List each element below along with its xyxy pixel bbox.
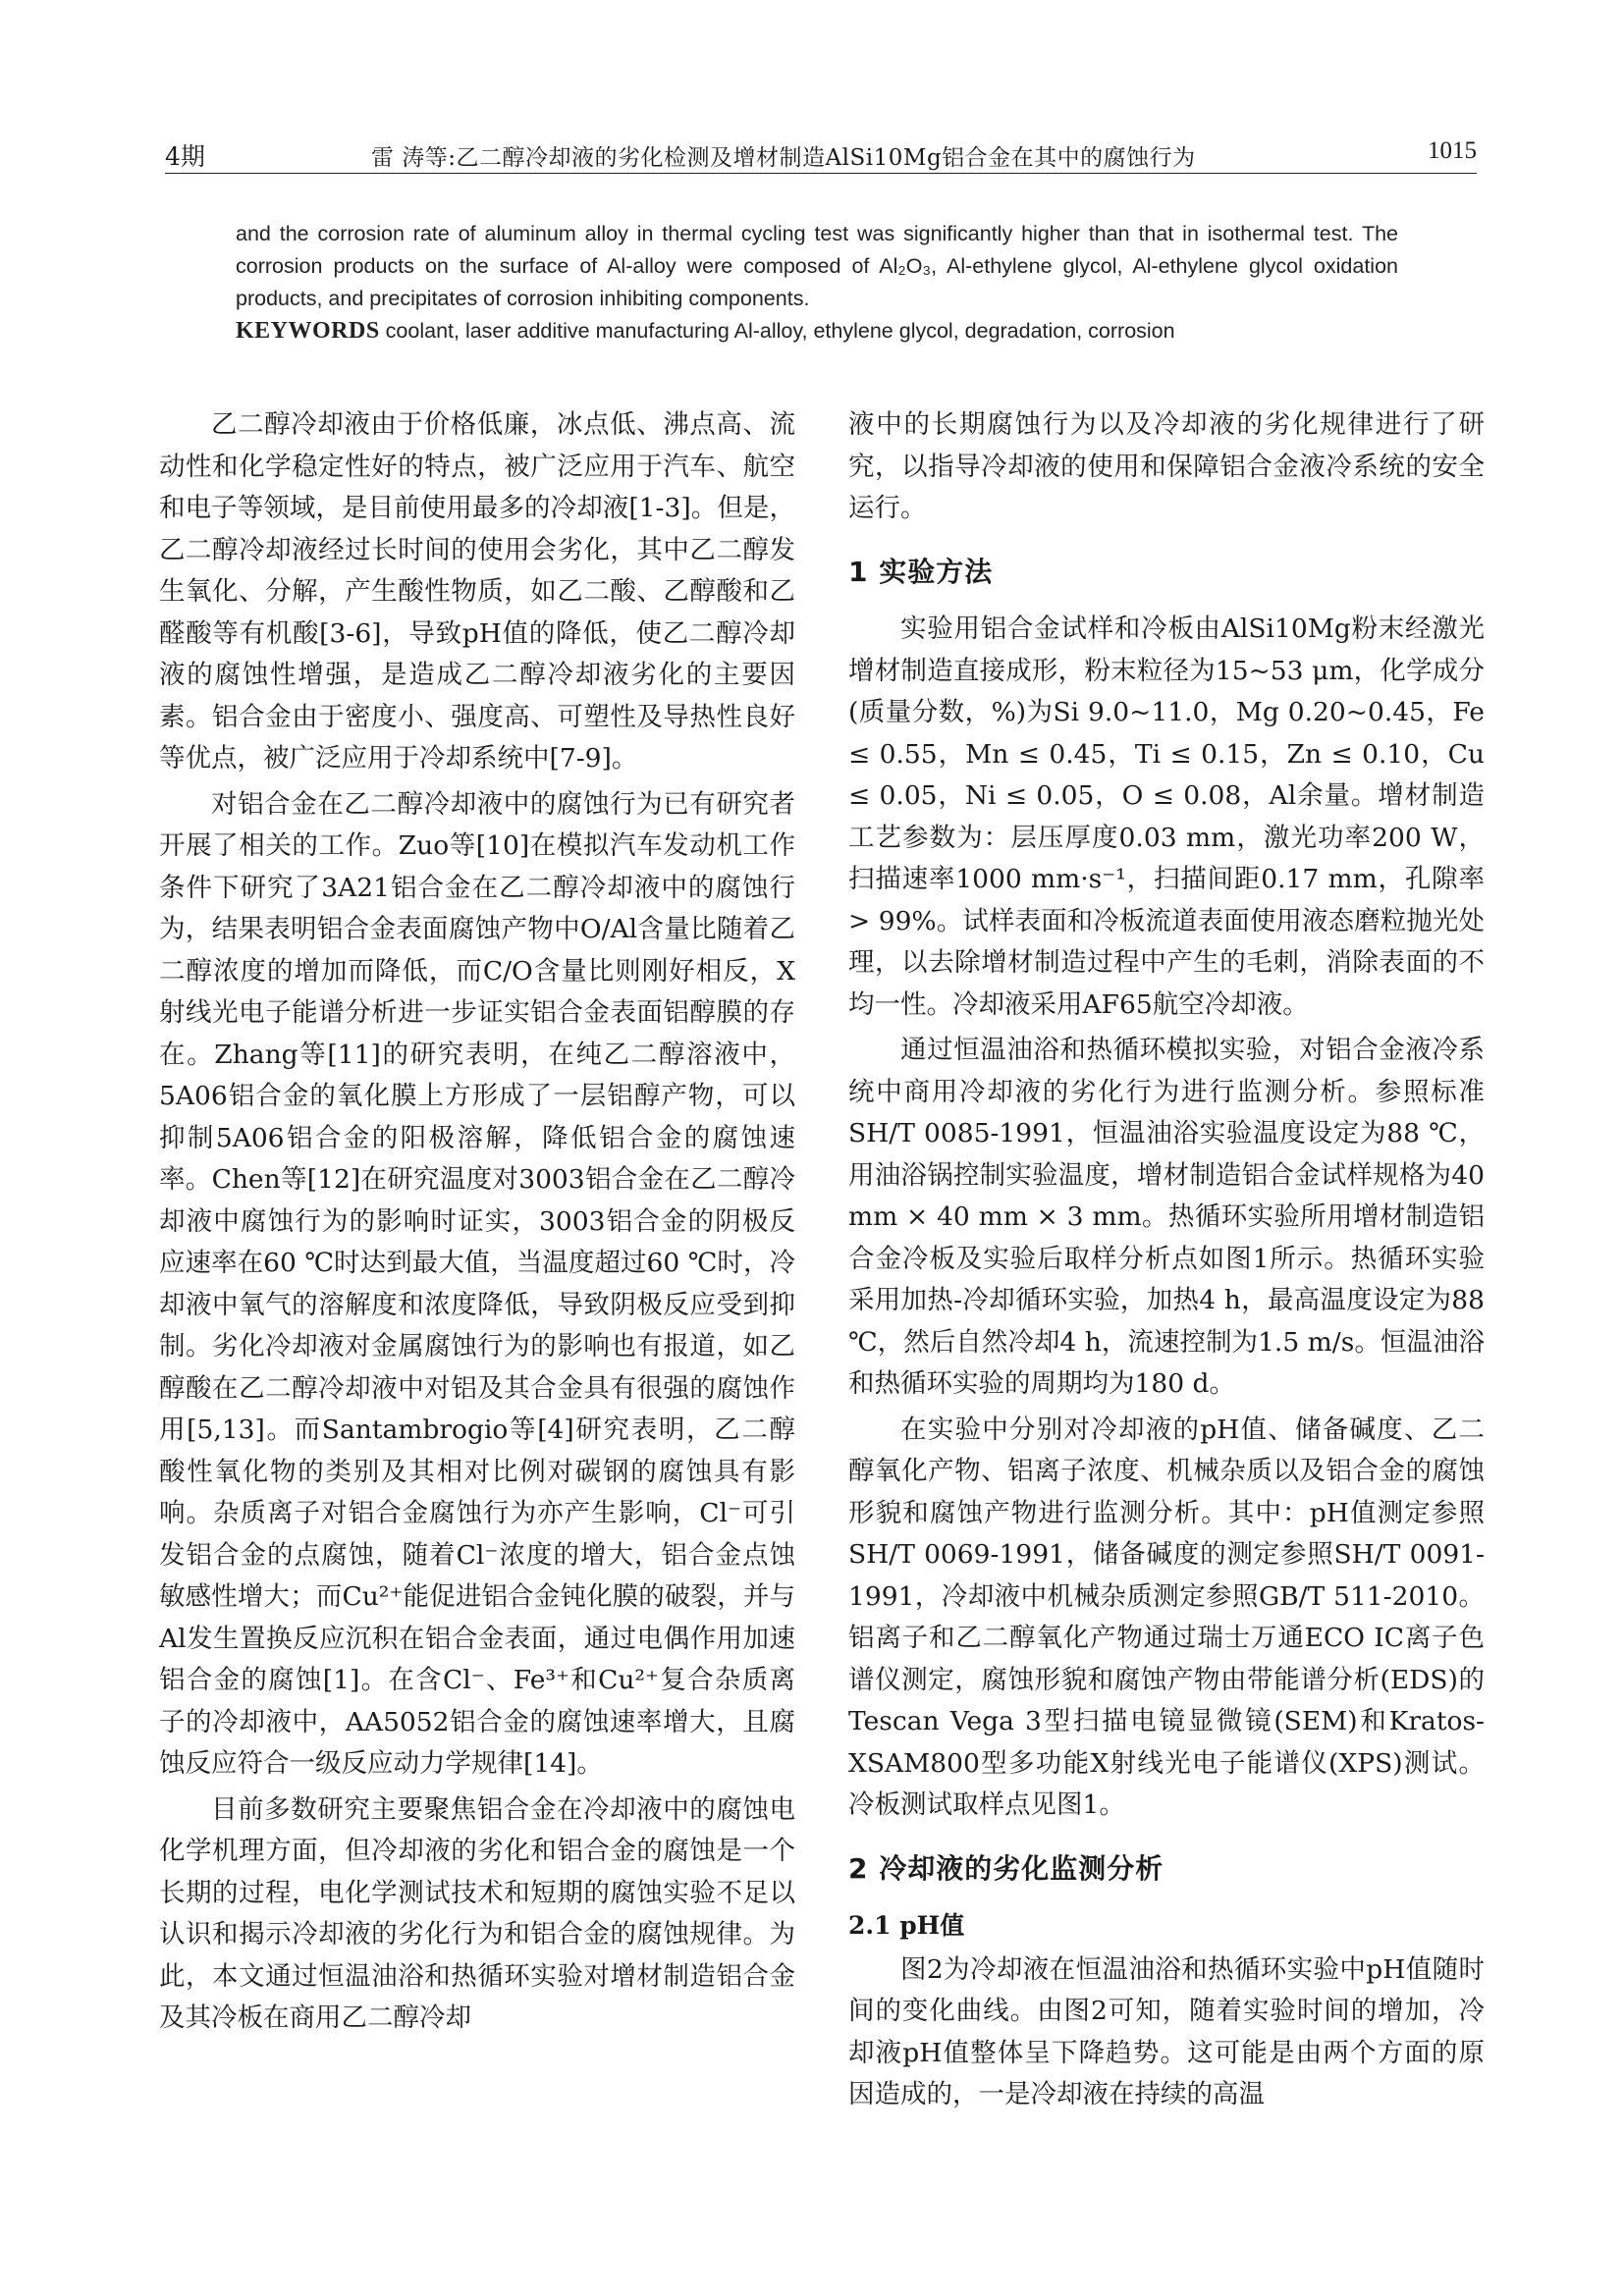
keywords-text: coolant, laser additive manufacturing Al-alloy, ethylene glycol, degradation, corrosion (385, 319, 1175, 343)
methods-paragraph-1: 实验用铝合金试样和冷板由AlSi10Mg粉末经激光增材制造直接成形，粉末粒径为15~53 μm，化学成分(质量分数，%)为Si 9.0~11.0，Mg 0.20~0.45，Fe ≤ 0.55，Mn ≤ 0.45，Ti ≤ 0.15，Zn ≤ 0.10，Cu ≤ 0.05，Ni ≤ 0.05，O ≤ 0.08，Al余量。增材制造工艺参数为：层压厚度0.03 mm，激光功率200 W，扫描速率1000 mm·s⁻¹，扫描间距0.17 mm，孔隙率> 99%。试样表面和冷板流道表面使用液态磨粒抛光处理，以去除增材制造过程中产生的毛刺，消除表面的不均一性。冷却液采用AF65航空冷却液。 (848, 614, 1485, 1020)
keywords-line (236, 315, 1398, 347)
section-1-heading: 1 实验方法 (848, 555, 994, 588)
section-2-1-heading: 2.1 pH值 (848, 1911, 965, 1940)
running-title: 雷 涛等:乙二醇冷却液的劣化检测及增材制造AlSi10Mg铝合金在其中的腐蚀行为 (371, 145, 1196, 171)
ph-paragraph: 图2为冷却液在恒温油浴和热循环实验中pH值随时间的变化曲线。由图2可知，随着实验时间的增加，冷却液pH值整体呈下降趋势。这可能是由两个方面的原因造成的，一是冷却液在持续的高温 (848, 1953, 1485, 2109)
left-column (159, 404, 795, 2040)
intro-continuation: 液中的长期腐蚀行为以及冷却液的劣化规律进行了研究，以指导冷却液的使用和保障铝合金液冷系统的安全运行。 (848, 409, 1485, 523)
running-head (165, 133, 1477, 174)
intro-paragraph-2: 对铝合金在乙二醇冷却液中的腐蚀行为已有研究者开展了相关的工作。Zuo等[10]在模拟汽车发动机工作条件下研究了3A21铝合金在乙二醇冷却液中的腐蚀行为，结果表明铝合金表面腐蚀产物中O/Al含量比随着乙二醇浓度的增加而降低，而C/O含量比则刚好相反，X射线光电子能谱分析进一步证实铝合金表面铝醇膜的存在。Zhang等[11]的研究表明，在纯乙二醇溶液中，5A06铝合金的氧化膜上方形成了一层铝醇产物，可以抑制5A06铝合金的阳极溶解，降低铝合金的腐蚀速率。Chen等[12]在研究温度对3003铝合金在乙二醇冷却液中腐蚀行为的影响时证实，3003铝合金的阴极反应速率在60 ℃时达到最大值，当温度超过60 ℃时，冷却液中氧气的溶解度和浓度降低，导致阴极反应受到抑制。劣化冷却液对金属腐蚀行为的影响也有报道，如乙醇酸在乙二醇冷却液中对铝及其合金具有很强的腐蚀作用[5,13]。而Santambrogio等[4]研究表明，乙二醇酸性氧化物的类别及其相对比例对碳钢的腐蚀具有影响。杂质离子对铝合金腐蚀行为亦产生影响，Cl⁻可引发铝合金的点腐蚀，随着Cl⁻浓度的增大，铝合金点蚀敏感性增大；而Cu²⁺能促进铝合金钝化膜的破裂，并与Al发生置换反应沉积在铝合金表面，通过电偶作用加速铝合金的腐蚀[1]。在含Cl⁻、Fe³⁺和Cu²⁺复合杂质离子的冷却液中，AA5052铝合金的腐蚀速率增大，且腐蚀反应符合一级反应动力学规律[14]。 (159, 788, 795, 1779)
issue-number: 4期 (165, 142, 205, 171)
intro-paragraph-1: 乙二醇冷却液由于价格低廉，冰点低、沸点高、流动性和化学稳定性好的特点，被广泛应用于汽车、航空和电子等领域，是目前使用最多的冷却液[1-3]。但是，乙二醇冷却液经过长时间的使用会劣化，其中乙二醇发生氧化、分解，产生酸性物质，如乙二酸、乙醇酸和乙醛酸等有机酸[3-6]，导致pH值的降低，使乙二醇冷却液的腐蚀性增强，是造成乙二醇冷却液劣化的主要因素。铝合金由于密度小、强度高、可塑性及导热性良好等优点，被广泛应用于冷却系统中[7-9]。 (159, 409, 795, 774)
abstract-block (236, 218, 1398, 347)
page-number: 1015 (1428, 137, 1477, 164)
abstract-text: and the corrosion rate of aluminum alloy in thermal cycling test was significantly higher than that in isothermal test. The corrosion products on the surface of Al-alloy were composed of Al₂O₃, Al-ethylene glycol, Al-ethylene glycol oxidation products, and precipitates of corrosion inhibiting components. (236, 222, 1398, 310)
keywords-label: KEYWORDS (236, 318, 380, 344)
intro-paragraph-3: 目前多数研究主要聚焦铝合金在冷却液中的腐蚀电化学机理方面，但冷却液的劣化和铝合金的腐蚀是一个长期的过程，电化学测试技术和短期的腐蚀实验不足以认识和揭示冷却液的劣化行为和铝合金的腐蚀规律。为此，本文通过恒温油浴和热循环实验对增材制造铝合金及其冷板在商用乙二醇冷却 (159, 1793, 795, 2033)
methods-paragraph-2: 通过恒温油浴和热循环模拟实验，对铝合金液冷系统中商用冷却液的劣化行为进行监测分析。参照标准SH/T 0085-1991，恒温油浴实验温度设定为88 ℃，用油浴锅控制实验温度，增材制造铝合金试样规格为40 mm × 40 mm × 3 mm。热循环实验所用增材制造铝合金冷板及实验后取样分析点如图1所示。热循环实验采用加热-冷却循环实验，加热4 h，最高温度设定为88 ℃，然后自然冷却4 h，流速控制为1.5 m/s。恒温油浴和热循环实验的周期均为180 d。 (848, 1035, 1485, 1399)
right-column (848, 404, 1485, 2116)
methods-paragraph-3: 在实验中分别对冷却液的pH值、储备碱度、乙二醇氧化产物、铝离子浓度、机械杂质以及铝合金的腐蚀形貌和腐蚀产物进行监测分析。其中：pH值测定参照SH/T 0069-1991，储备碱度的测定参照SH/T 0091-1991，冷却液中机械杂质测定参照GB/T 511-2010。铝离子和乙二醇氧化产物通过瑞士万通ECO IC离子色谱仪测定，腐蚀形貌和腐蚀产物由带能谱分析(EDS)的Tescan Vega 3型扫描电镜显微镜(SEM)和Kratos-XSAM800型多功能X射线光电子能谱仪(XPS)测试。冷板测试取样点见图1。 (848, 1414, 1485, 1820)
section-2-heading: 2 冷却液的劣化监测分析 (848, 1851, 1164, 1885)
